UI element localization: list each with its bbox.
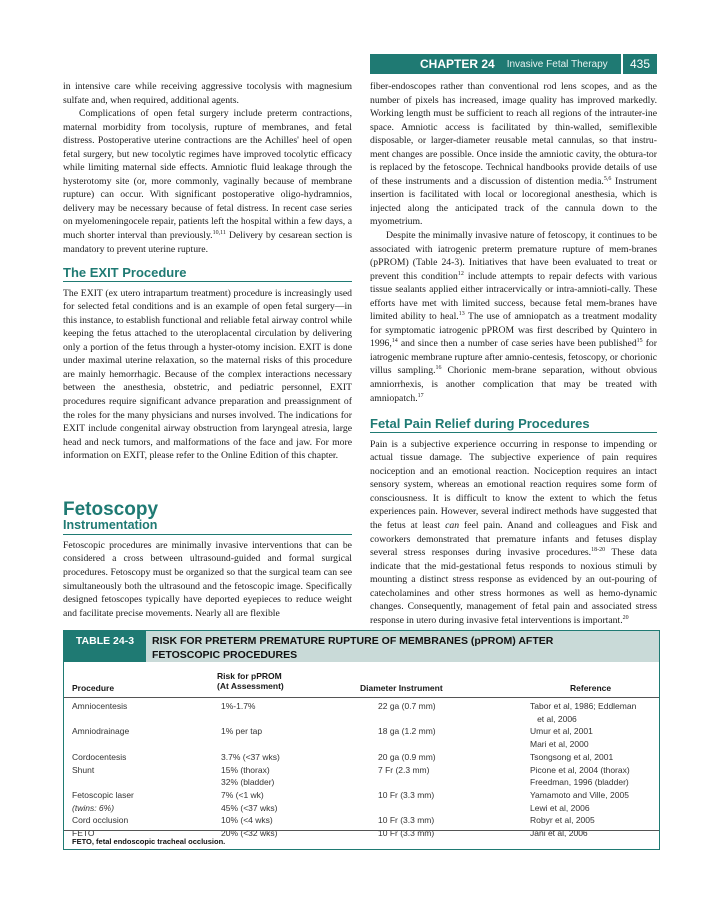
paragraph: Fetoscopic procedures are minimally invasive interventions that can be considered a cross between ultrasound-guided and formal surgical procedures. Fetoscopy must be organized so that the surgical team can see simultaneously both the ultrasound and the fetoscopic image. Specifically designed fetoscopes typically have deported eyepieces to reduce weight and facilitate precise movements. Nearly all are flexible bbox=[63, 539, 352, 619]
table-cell: Freedman, 1996 (bladder) bbox=[530, 777, 629, 788]
subsection-heading-instrumentation: Instrumentation bbox=[63, 519, 352, 535]
table-footnote: FETO, fetal endoscopic tracheal occlusion. bbox=[72, 837, 226, 846]
table-cell: 20% (<32 wks) bbox=[221, 828, 278, 839]
page-number: 435 bbox=[621, 54, 657, 74]
section-heading-fetal-pain: Fetal Pain Relief during Procedures bbox=[370, 417, 657, 433]
paragraph: Despite the minimally invasive nature of fetoscopy, it continues to be associated with iatrogenic preterm premature rupture of mem-branes (pPROM) (Table 24-3). Initiatives that have been evaluated to treat or prevent this condition$^{12}$ include attempts to repair defects with various tissue sealants applied either intracervically or intra-amnioti-cally. These efforts have met with limited success, because fetal mem-branes have limited ability to heal.$^{13}$ The use of amniopatch as a treatment modality for symptomatic iatrogenic pPROM was first described by Quintero in 1996,14 and since then a number of case series have been published$^{15}$ for iatrogenic membrane rupture after amnio-centesis, fetoscopy, or chorionic villus sampling.$^{16}$ Chorionic mem-brane separation, without obvious amniorrhexis, is another complication that may be treated with amniopatch.$^{17}$ bbox=[370, 230, 658, 404]
table-cell: 3.7% (<37 wks) bbox=[221, 751, 280, 762]
table-cell: 22 ga (0.7 mm) bbox=[378, 701, 436, 711]
col-header-reference: Reference bbox=[570, 683, 612, 693]
table-cell bbox=[72, 738, 134, 751]
reference-column bbox=[530, 700, 636, 840]
table-cell: Jani et al, 2006 bbox=[530, 828, 588, 839]
table-cell: et al, 2006 bbox=[530, 713, 577, 724]
chapter-label: CHAPTER 24 bbox=[420, 57, 495, 71]
citation: 5,6 bbox=[603, 175, 612, 182]
citation: 18-20 bbox=[591, 546, 606, 553]
table-cell: FETO bbox=[72, 828, 95, 839]
paragraph: fiber-endoscopes rather than conventional rod lens scopes, and as the number of pixels has increased, image quality has improved markedly. Working length must be sufficient to reach all regions of the intrauter-ine space. Amniotic access is facilitated by thin-walled, semiflexible disposable, or larger-diameter reusable metal cannulas, so that instru-ment changes are possible. Once inside the amniotic cavity, the obtura-tor is replaced by the fetoscope. Technical handbooks provide details of use of these instruments and a discussion of distention media.$^{5,6}$ Instrument insertion is facilitated with local or locoregional anesthesia, which is injected along the anticipated track of the cannula down to the myometrium. bbox=[370, 81, 657, 228]
table-cell: 20 ga (0.9 mm) bbox=[378, 751, 436, 762]
table-cell: 45% (<37 wks) bbox=[221, 802, 278, 813]
table-title: RISK FOR PRETERM PREMATURE RUPTURE OF MEMBRANES (pPROM) AFTER FETOSCOPIC PROCEDURES bbox=[152, 635, 554, 661]
table-cell: Robyr et al, 2005 bbox=[530, 815, 595, 826]
table-cell: 7 Fr (2.3 mm) bbox=[378, 764, 430, 775]
right-column bbox=[370, 80, 657, 627]
table-cell: 15% (thorax) bbox=[221, 764, 270, 775]
col-header-diameter: Diameter Instrument bbox=[360, 683, 443, 693]
table-column-headers bbox=[64, 671, 659, 698]
table-cell: Mari et al, 2000 bbox=[530, 739, 589, 750]
table-cell: 10% (<4 wks) bbox=[221, 815, 273, 826]
table-cell: Fetoscopic laser bbox=[72, 789, 134, 800]
left-column bbox=[63, 80, 352, 620]
table-cell: Yamamoto and Ville, 2005 bbox=[530, 789, 629, 800]
table-cell bbox=[72, 713, 134, 726]
risk-column bbox=[221, 700, 280, 840]
table-cell: 32% (bladder) bbox=[221, 777, 275, 788]
table-cell: 10 Fr (3.3 mm) bbox=[378, 815, 435, 826]
table-cell bbox=[221, 738, 280, 751]
table-id: TABLE 24-3 bbox=[64, 631, 146, 662]
citation: 17 bbox=[417, 392, 424, 399]
table-cell: Picone et al, 2004 (thorax) bbox=[530, 764, 630, 775]
table-cell: 1% per tap bbox=[221, 726, 263, 737]
table-cell: Umur et al, 2001 bbox=[530, 726, 593, 737]
diameter-column bbox=[378, 700, 436, 840]
table-cell: Amniocentesis bbox=[72, 701, 128, 711]
table-cell: Lewi et al, 2006 bbox=[530, 802, 590, 813]
section-heading-exit: The EXIT Procedure bbox=[63, 266, 352, 282]
running-header bbox=[370, 54, 657, 74]
citation: 15 bbox=[636, 338, 643, 345]
table-cell bbox=[378, 738, 436, 751]
citation: 12 bbox=[457, 270, 464, 277]
table-cell bbox=[221, 713, 280, 726]
table-cell: Shunt bbox=[72, 764, 95, 775]
procedure-column bbox=[72, 700, 134, 840]
citation: 16 bbox=[435, 365, 442, 372]
citation: 13 bbox=[458, 311, 465, 318]
table-cell: Cordocentesis bbox=[72, 751, 127, 762]
table-cell bbox=[378, 776, 436, 789]
paragraph: in intensive care while receiving aggressive tocolysis with magnesium sulfate and, when required, additional agents. bbox=[63, 81, 352, 106]
table-cell: 18 ga (1.2 mm) bbox=[378, 726, 436, 737]
table-cell: Tsongsong et al, 2001 bbox=[530, 751, 614, 762]
citation: 14 bbox=[391, 338, 398, 345]
citation: 20 bbox=[622, 614, 629, 621]
table-divider bbox=[64, 830, 659, 831]
section-heading-fetoscopy: Fetoscopy bbox=[63, 498, 159, 520]
table-cell: (twins: 6%) bbox=[72, 802, 115, 813]
table-cell bbox=[72, 776, 134, 789]
citation: 10,11 bbox=[212, 229, 226, 236]
table-cell: 10 Fr (3.3 mm) bbox=[378, 828, 435, 839]
table-cell: Amniodrainage bbox=[72, 726, 130, 737]
chapter-title: Invasive Fetal Therapy bbox=[506, 58, 608, 70]
table-cell: Tabor et al, 1986; Eddleman bbox=[530, 701, 637, 711]
table-24-3 bbox=[63, 630, 660, 850]
col-header-procedure: Procedure bbox=[72, 683, 115, 693]
table-cell: Cord occlusion bbox=[72, 815, 129, 826]
paragraph: Complications of open fetal surgery include preterm contractions, maternal morbidity from tocolysis, rupture of membranes, and fetal distress. Postoperative uterine contractions are the Achilles' heel of open fetal surgery, but new tocolytic regimes have improved tocolytic efficacy while limiting maternal side effects. Amniotic fluid leakage through the hysterotomy site (or, more commonly, vaginally because of membrane rupture) can occur. With significant postoperative oligo-hydramnios, delivery may be necessary because of fetal distress. In recent case series on myelomeningocele repair, patients left the hospital within a few days, a much shorter interval than previously.$^{10,11}$ Delivery by cesarean section is mandatory to prevent uterine rupture. bbox=[63, 108, 352, 255]
table-cell bbox=[378, 802, 436, 815]
table-cell: 1%-1.7% bbox=[221, 701, 256, 711]
col-header-risk: Risk for pPROM (At Assessment) bbox=[217, 671, 284, 691]
table-cell: 7% (<1 wk) bbox=[221, 789, 264, 800]
paragraph: Pain is a subjective experience occurring in response to impending or actual tissue damage. The subjective experience of pain requires nociception and an emotional reaction. Nociception requires an intact sensory system, whereas an emotional reaction requires some form of consciousness. It is difficult to know the extent to which the fetus experiences pain. However, several indirect methods have suggested that the fetus at least can feel pain. Anand and colleagues and Fisk and coworkers demonstrated that premature infants and fetuses display several stress responses during invasive procedures.$^{18-20}$ These data indicate that the mid-gestational fetus responds to noxious stimuli by mounting a distinct stress response as evidenced by an out-pouring of catecholamines and other stress hormones as well as hemo-dynamic changes. Consequently, management of fetal pain and associated stress response in utero during invasive fetal interventions is important.$^{20}$ bbox=[370, 438, 657, 626]
paragraph: The EXIT (ex utero intrapartum treatment) procedure is increasingly used for selected fetal conditions and is an example of open fetal surgery—in this instance, to establish functional and reliable fetal airway control while keeping the fetus attached to the uteroplacental circulation by delivering only a portion of the fetus through a hyster-otomy incision. EXIT is done under maximal uterine relaxation, so the maternal risks of this procedure are mainly hemorrhagic. Because of the complex interactions necessary between the anesthesia, obstetric, and pediatric personnel, EXIT procedures require significant advance preparation and preassignment of the roles for the many physicians and nurses involved. The indications for EXIT include congenital airway obstruction from laryngeal atresia, large head and neck tumors, and malformations of the face and jaw. For more information on EXIT, please refer to the Online Edition of this chapter. bbox=[63, 287, 352, 462]
table-cell: 10 Fr (3.3 mm) bbox=[378, 789, 435, 800]
table-cell bbox=[378, 713, 436, 726]
